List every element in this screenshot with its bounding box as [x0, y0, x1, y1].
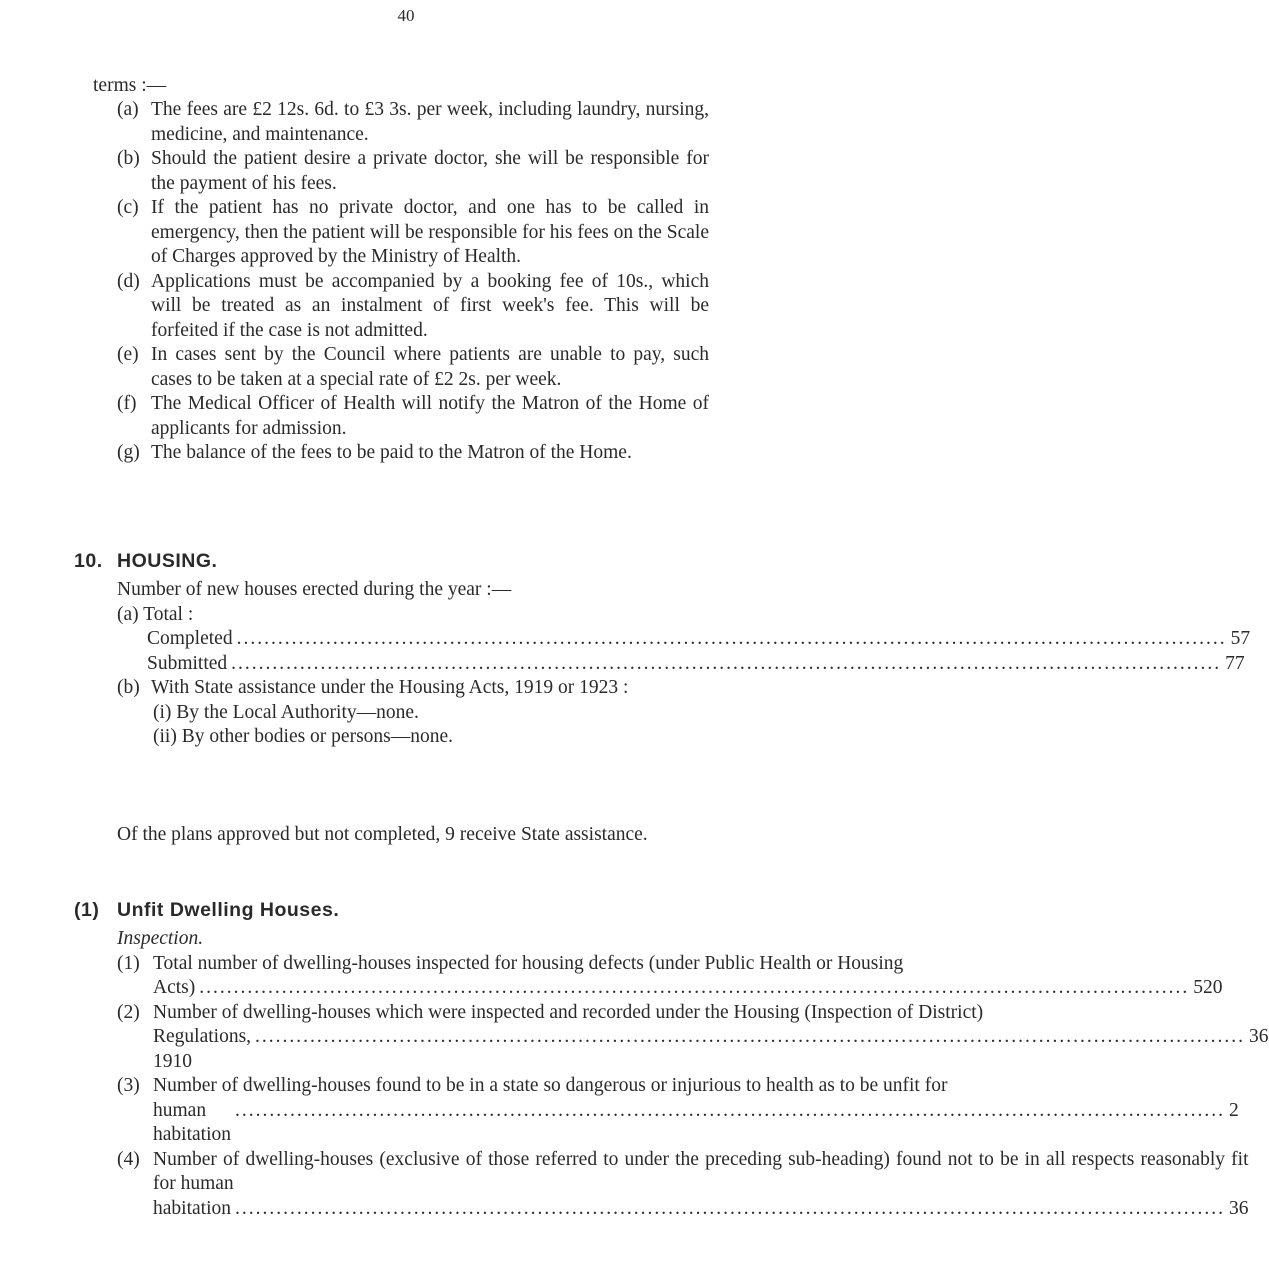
local-authority-line: (i) By the Local Authority—none.	[153, 701, 419, 723]
housing-intro: Number of new houses erected during the year :—	[117, 579, 512, 600]
item-value: 2	[1228, 1099, 1239, 1121]
other-bodies-line: (ii) By other bodies or persons—none.	[153, 726, 454, 747]
dot-leader	[237, 627, 1227, 652]
housing-total-label: (a) Total :	[117, 603, 194, 625]
state-assistance-item: (b) With State assistance under the Housing Acts, 1919 or 1923 :	[117, 677, 629, 698]
plans-paragraph: Of the plans approved but not completed, 9 receive State assistance.	[117, 824, 648, 845]
document-page: 40 terms :— (a) The fees are £2 12s. 6d. to £3 3s. per week, including laundry, nursing, medicine, and maintenance. (b) Should the patient desire a private doctor, she will be responsible for the payment of his fees. (c) If the patient has no private doctor, and one has to be called in emergency, then the patient will be responsible for his fees on the Scale of Charges approved by the Ministry of Health. (d) Applications must be accompanied by a booking fee of 10s., which will be treated as an instalment of first week's fee. This will be forfeited if the case is not admitted. (e) In cases sent by the Council where patients are unable to pay, such cases to be taken at a special rate of £2 2s. per week. (f) The Medical Officer of Health will notify the Matron of the Home of applicants for admission. (g) The balance of the fees to be paid to the Matron of the Home. 10. HOUSING. Number of new houses erected during the year :— (a) Total : Completed ..... 57 Submitted ..... 77 (b) With State assistance under the Housing Acts, 1919 or 1923 : (i) By the Local Authority—none. (ii) By other bodies or persons—none. Of the plans approved but not completed, 9 receive State assistance. (1) Unfit Dwelling Houses. Inspection. (1) Total number of dwelling-houses inspected for housing defects (under Public Health or Housing Acts) ..... 520 (2) Number of dwelling-houses which were inspected and recorded under the Housing (Inspection of District) Regulations, 1910 ..... 36 (3) Number of dwelling-houses found to be in a state so dangerous or injurious to health as to be unfit for human habitation ..... 2 (4) Number of dwelling-houses (exclusive of those referred to under the preceding sub-heading) found not to be in all respects reasonably fit for human habitation ..... 36	[0, 0, 800, 1285]
list-item: (f) The Medical Officer of Health will notify the Matron of the Home of applicants for admission.	[117, 393, 709, 439]
submitted-value: 77	[1225, 652, 1245, 674]
list-item: (a) The fees are £2 12s. 6d. to £3 3s. per week, including laundry, nursing, medicine, and maintenance.	[117, 99, 709, 145]
completed-value: 57	[1230, 628, 1251, 649]
list-item: (c) If the patient has no private doctor, and one has to be called in emergency, then the patient will be responsible for his fees on the Scale of Charges approved by the Ministry of Health.	[117, 197, 709, 267]
list-item: (e) In cases sent by the Council where patients are unable to pay, such cases to be taken at a special rate of £2 2s. per week.	[117, 344, 709, 390]
list-item: (2) Number of dwelling-houses which were inspected and recorded under the Housing (Inspection of District) Regulations, 1910 ..... 36	[117, 1001, 709, 1075]
list-item: (d) Applications must be accompanied by a booking fee of 10s., which will be treated as an instalment of first week's fee. This will be forfeited if the case is not admitted.	[117, 270, 709, 341]
dot-leader	[235, 1197, 1225, 1222]
item-value: 520	[1193, 977, 1223, 998]
unfit-section	[117, 927, 1269, 1221]
list-item: (4) Number of dwelling-houses (exclusive of those referred to under the preceding sub-heading) found not to be in all respects reasonably fit for human habitation ..... 36	[117, 1148, 709, 1222]
dot-leader	[235, 1099, 1225, 1124]
dot-leader	[255, 1025, 1245, 1050]
item-value: 36	[1249, 1026, 1269, 1047]
item-value: 36	[1228, 1197, 1249, 1219]
terms-intro: terms :—	[93, 75, 167, 96]
list-item: (3) Number of dwelling-houses found to be in a state so dangerous or injurious to health as to be unfit for human habitation ..... 2	[117, 1074, 709, 1148]
list-item: (b) Should the patient desire a private doctor, she will be responsible for the payment of his fees.	[117, 148, 709, 194]
terms-list	[117, 98, 709, 466]
completed-row: Completed ..... 57	[117, 627, 709, 652]
inspection-subheading: Inspection.	[117, 928, 204, 949]
dot-leader	[231, 652, 1221, 677]
submitted-row: Submitted ..... 77	[117, 652, 709, 677]
page-number: 40	[397, 6, 415, 25]
dot-leader	[199, 976, 1189, 1001]
list-item: (g) The balance of the fees to be paid to the Matron of the Home.	[117, 442, 632, 463]
list-item: (1) Total number of dwelling-houses inspected for housing defects (under Public Health or Housing Acts) ..... 520	[117, 952, 709, 1001]
housing-section	[117, 578, 1251, 750]
